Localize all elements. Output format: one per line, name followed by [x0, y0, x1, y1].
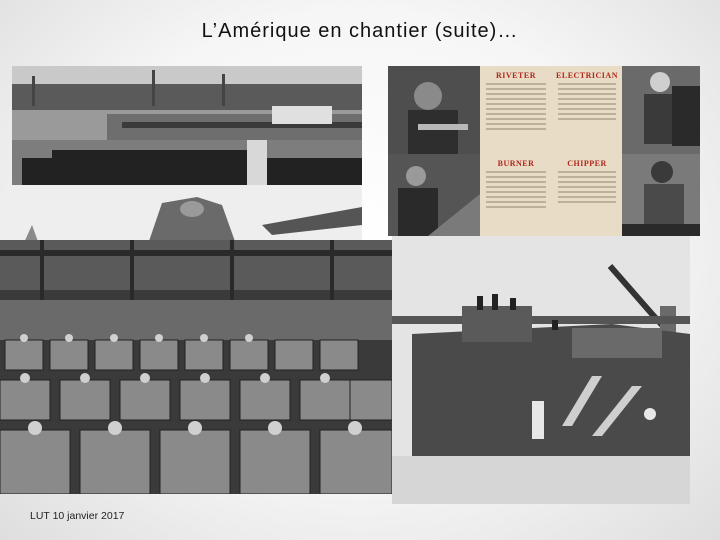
chipper-caption: CHIPPER — [552, 154, 622, 236]
photo-burner — [388, 154, 480, 236]
slide-footer: LUT 10 janvier 2017 — [30, 510, 125, 522]
photo-chipper — [622, 154, 700, 236]
slide-title: L’Amérique en chantier (suite)… — [201, 20, 519, 42]
photo-trades-panel — [388, 66, 700, 236]
burner-caption: BURNER — [480, 154, 552, 236]
electrician-caption: ELECTRICIAN — [552, 66, 622, 154]
photo-shipyard-crowd — [12, 66, 362, 186]
photo-riveter — [388, 66, 480, 154]
riveter-caption: RIVETER — [480, 66, 552, 154]
photo-ship-section — [12, 185, 362, 247]
photo-electrician — [622, 66, 700, 154]
photo-welders — [0, 240, 392, 494]
photo-hull-structure — [392, 236, 690, 504]
